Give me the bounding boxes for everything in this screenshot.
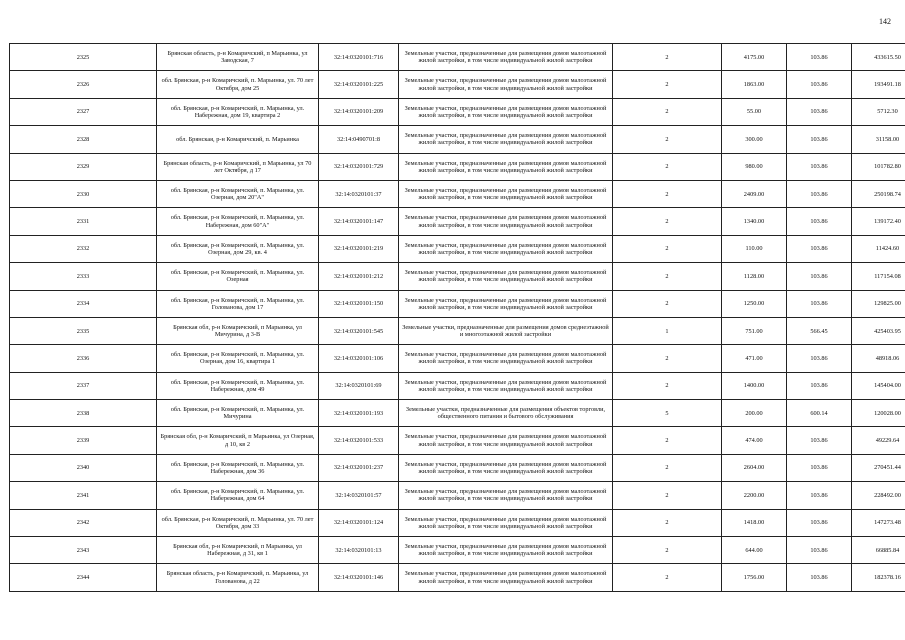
group-cell: 2 bbox=[613, 71, 722, 98]
area-cell: 980.00 bbox=[722, 153, 787, 180]
land-use-cell: Земельные участки, предназначенные для размещения домов малоэтажной жилой застройки, в том числе индивидуальной жилой застройки bbox=[399, 427, 613, 454]
address-cell: Брянская область, р-н Комаричский, п Марьинка, ул Заводская, 7 bbox=[157, 44, 319, 71]
group-cell: 2 bbox=[613, 153, 722, 180]
cadastral-number-cell: 32:14:0320101:146 bbox=[319, 564, 399, 591]
cadastral-value-cell: 228492.00 bbox=[852, 482, 905, 509]
area-cell: 1400.00 bbox=[722, 372, 787, 399]
group-cell: 5 bbox=[613, 400, 722, 427]
area-cell: 1128.00 bbox=[722, 263, 787, 290]
group-cell: 2 bbox=[613, 537, 722, 564]
group-cell: 2 bbox=[613, 126, 722, 153]
group-cell: 2 bbox=[613, 98, 722, 125]
area-cell: 200.00 bbox=[722, 400, 787, 427]
address-cell: Брянская область, р-н Комаричский, п Марьинка, ул 70 лет Октября, д 17 bbox=[157, 153, 319, 180]
cadastral-value-cell: 66885.84 bbox=[852, 537, 905, 564]
land-use-cell: Земельные участки, предназначенные для размещения домов малоэтажной жилой застройки, в том числе индивидуальной жилой застройки bbox=[399, 71, 613, 98]
address-cell: Брянская обл, р-н Комаричский, п Марьинка, ул Озерная, д 10, кв 2 bbox=[157, 427, 319, 454]
cadastral-number-cell: 32:14:0320101:716 bbox=[319, 44, 399, 71]
specific-value-cell: 103.86 bbox=[787, 345, 852, 372]
group-cell: 2 bbox=[613, 427, 722, 454]
row-number: 2337 bbox=[10, 372, 157, 399]
address-cell: обл. Брянская, р-н Комаричский, п. Марьинка, ул. Мичурина bbox=[157, 400, 319, 427]
cadastral-number-cell: 32:14:0320101:212 bbox=[319, 263, 399, 290]
land-use-cell: Земельные участки, предназначенные для размещения домов малоэтажной жилой застройки, в том числе индивидуальной жилой застройки bbox=[399, 454, 613, 481]
area-cell: 55.00 bbox=[722, 98, 787, 125]
cadastral-number-cell: 32:14:0320101:225 bbox=[319, 71, 399, 98]
address-cell: Брянская область, р-н Комаричский, п. Марьинка, ул Голованова, д 22 bbox=[157, 564, 319, 591]
cadastral-value-cell: 250198.74 bbox=[852, 180, 905, 207]
area-cell: 751.00 bbox=[722, 317, 787, 344]
area-cell: 2200.00 bbox=[722, 482, 787, 509]
row-number: 2342 bbox=[10, 509, 157, 536]
address-cell: обл. Брянская, р-н Комаричский, п. Марьинка, ул. Набережная, дом 36 bbox=[157, 454, 319, 481]
cadastral-value-cell: 270451.44 bbox=[852, 454, 905, 481]
row-number: 2335 bbox=[10, 317, 157, 344]
area-cell: 474.00 bbox=[722, 427, 787, 454]
row-number: 2331 bbox=[10, 208, 157, 235]
table-row bbox=[10, 180, 905, 207]
group-cell: 2 bbox=[613, 44, 722, 71]
table-row bbox=[10, 454, 905, 481]
area-cell: 1250.00 bbox=[722, 290, 787, 317]
specific-value-cell: 103.86 bbox=[787, 454, 852, 481]
area-cell: 1863.00 bbox=[722, 71, 787, 98]
area-cell: 300.00 bbox=[722, 126, 787, 153]
cadastral-number-cell: 32:14:0320101:106 bbox=[319, 345, 399, 372]
row-number: 2341 bbox=[10, 482, 157, 509]
row-number: 2343 bbox=[10, 537, 157, 564]
address-cell: обл. Брянская, р-н Комаричский, п. Марьинка, ул. Набережная, дом 49 bbox=[157, 372, 319, 399]
page-number: 142 bbox=[879, 17, 891, 26]
cadastral-number-cell: 32:14:0320101:193 bbox=[319, 400, 399, 427]
specific-value-cell: 103.86 bbox=[787, 537, 852, 564]
cadastral-number-cell: 32:14:0320101:237 bbox=[319, 454, 399, 481]
address-cell: обл. Брянская, р-н Комаричский, п. Марьинка, ул. Озерная, дом 29, кв. 4 bbox=[157, 235, 319, 262]
table-row bbox=[10, 317, 905, 344]
cadastral-number-cell: 32:14:0320101:729 bbox=[319, 153, 399, 180]
cadastral-value-cell: 117154.08 bbox=[852, 263, 905, 290]
specific-value-cell: 566.45 bbox=[787, 317, 852, 344]
row-number: 2339 bbox=[10, 427, 157, 454]
cadastral-number-cell: 32:14:0320101:219 bbox=[319, 235, 399, 262]
cadastral-value-cell: 49229.64 bbox=[852, 427, 905, 454]
area-cell: 471.00 bbox=[722, 345, 787, 372]
land-use-cell: Земельные участки, предназначенные для размещения домов малоэтажной жилой застройки, в том числе индивидуальной жилой застройки bbox=[399, 263, 613, 290]
group-cell: 2 bbox=[613, 454, 722, 481]
area-cell: 4175.00 bbox=[722, 44, 787, 71]
address-cell: обл. Брянская, р-н Комаричский, п. Марьинка, ул. Набережная, дом 19, квартира 2 bbox=[157, 98, 319, 125]
row-number: 2340 bbox=[10, 454, 157, 481]
group-cell: 2 bbox=[613, 482, 722, 509]
cadastral-value-cell: 48918.06 bbox=[852, 345, 905, 372]
cadastral-value-cell: 129825.00 bbox=[852, 290, 905, 317]
land-use-cell: Земельные участки, предназначенные для размещения домов малоэтажной жилой застройки, в том числе индивидуальной жилой застройки bbox=[399, 537, 613, 564]
table-row bbox=[10, 126, 905, 153]
address-cell: обл. Брянская, р-н Комаричский, п. Марьинка bbox=[157, 126, 319, 153]
row-number: 2332 bbox=[10, 235, 157, 262]
address-cell: обл. Брянская, р-н Комаричский, п. Марьинка, ул. Набережная, дом 64 bbox=[157, 482, 319, 509]
group-cell: 2 bbox=[613, 564, 722, 591]
table-row bbox=[10, 263, 905, 290]
land-use-cell: Земельные участки, предназначенные для размещения домов малоэтажной жилой застройки, в том числе индивидуальной жилой застройки bbox=[399, 126, 613, 153]
specific-value-cell: 103.86 bbox=[787, 263, 852, 290]
row-number: 2325 bbox=[10, 44, 157, 71]
table-row bbox=[10, 427, 905, 454]
cadastral-number-cell: 32:14:0490701:8 bbox=[319, 126, 399, 153]
cadastral-value-cell: 5712.30 bbox=[852, 98, 905, 125]
cadastral-number-cell: 32:14:0320101:209 bbox=[319, 98, 399, 125]
land-registry-table bbox=[9, 43, 905, 592]
area-cell: 644.00 bbox=[722, 537, 787, 564]
land-use-cell: Земельные участки, предназначенные для размещения домов малоэтажной жилой застройки, в том числе индивидуальной жилой застройки bbox=[399, 208, 613, 235]
specific-value-cell: 103.86 bbox=[787, 44, 852, 71]
address-cell: Брянская обл, р-н Комаричский, п Марьинка, ул Набережная, д 31, кв 1 bbox=[157, 537, 319, 564]
address-cell: обл. Брянская, р-н Комаричский, п. Марьинка, ул. Набережная, дом 60"А" bbox=[157, 208, 319, 235]
specific-value-cell: 103.86 bbox=[787, 235, 852, 262]
specific-value-cell: 103.86 bbox=[787, 71, 852, 98]
table-row bbox=[10, 564, 905, 591]
land-use-cell: Земельные участки, предназначенные для размещения домов малоэтажной жилой застройки, в том числе индивидуальной жилой застройки bbox=[399, 372, 613, 399]
group-cell: 2 bbox=[613, 180, 722, 207]
cadastral-value-cell: 11424.60 bbox=[852, 235, 905, 262]
land-use-cell: Земельные участки, предназначенные для размещения объектов торговли, общественного питания и бытового обслуживания bbox=[399, 400, 613, 427]
address-cell: обл. Брянская, р-н Комаричский, п. Марьинка, ул. Озерная, дом 16, квартира 1 bbox=[157, 345, 319, 372]
group-cell: 2 bbox=[613, 345, 722, 372]
specific-value-cell: 103.86 bbox=[787, 126, 852, 153]
land-use-cell: Земельные участки, предназначенные для размещения домов малоэтажной жилой застройки, в том числе индивидуальной жилой застройки bbox=[399, 235, 613, 262]
land-use-cell: Земельные участки, предназначенные для размещения домов малоэтажной жилой застройки, в том числе индивидуальной жилой застройки bbox=[399, 482, 613, 509]
cadastral-number-cell: 32:14:0320101:37 bbox=[319, 180, 399, 207]
address-cell: обл. Брянская, р-н Комаричский, п. Марьинка, ул. 70 лет Октября, дом 25 bbox=[157, 71, 319, 98]
specific-value-cell: 600.14 bbox=[787, 400, 852, 427]
table-row bbox=[10, 372, 905, 399]
group-cell: 2 bbox=[613, 290, 722, 317]
area-cell: 110.00 bbox=[722, 235, 787, 262]
specific-value-cell: 103.86 bbox=[787, 509, 852, 536]
cadastral-value-cell: 193491.18 bbox=[852, 71, 905, 98]
table-row bbox=[10, 290, 905, 317]
land-use-cell: Земельные участки, предназначенные для размещения домов малоэтажной жилой застройки, в том числе индивидуальной жилой застройки bbox=[399, 98, 613, 125]
table-row bbox=[10, 44, 905, 71]
cadastral-value-cell: 425403.95 bbox=[852, 317, 905, 344]
land-use-cell: Земельные участки, предназначенные для размещения домов малоэтажной жилой застройки, в том числе индивидуальной жилой застройки bbox=[399, 345, 613, 372]
table-row bbox=[10, 509, 905, 536]
group-cell: 2 bbox=[613, 372, 722, 399]
area-cell: 1340.00 bbox=[722, 208, 787, 235]
group-cell: 2 bbox=[613, 208, 722, 235]
cadastral-value-cell: 139172.40 bbox=[852, 208, 905, 235]
row-number: 2333 bbox=[10, 263, 157, 290]
row-number: 2330 bbox=[10, 180, 157, 207]
row-number: 2334 bbox=[10, 290, 157, 317]
table-row bbox=[10, 153, 905, 180]
table-row bbox=[10, 71, 905, 98]
area-cell: 2604.00 bbox=[722, 454, 787, 481]
row-number: 2326 bbox=[10, 71, 157, 98]
land-use-cell: Земельные участки, предназначенные для размещения домов малоэтажной жилой застройки, в том числе индивидуальной жилой застройки bbox=[399, 564, 613, 591]
row-number: 2344 bbox=[10, 564, 157, 591]
table-row bbox=[10, 537, 905, 564]
address-cell: обл. Брянская, р-н Комаричский, п. Марьинка, ул. 70 лет Октября, дом 33 bbox=[157, 509, 319, 536]
cadastral-number-cell: 32:14:0320101:69 bbox=[319, 372, 399, 399]
cadastral-number-cell: 32:14:0320101:147 bbox=[319, 208, 399, 235]
area-cell: 2409.00 bbox=[722, 180, 787, 207]
cadastral-value-cell: 101782.80 bbox=[852, 153, 905, 180]
specific-value-cell: 103.86 bbox=[787, 153, 852, 180]
cadastral-value-cell: 145404.00 bbox=[852, 372, 905, 399]
group-cell: 1 bbox=[613, 317, 722, 344]
cadastral-number-cell: 32:14:0320101:545 bbox=[319, 317, 399, 344]
address-cell: Брянская обл, р-н Комаричский, п Марьинка, ул Мичурина, д 3-В bbox=[157, 317, 319, 344]
address-cell: обл. Брянская, р-н Комаричский, п. Марьинка, ул. Озерная, дом 20"А" bbox=[157, 180, 319, 207]
cadastral-value-cell: 433615.50 bbox=[852, 44, 905, 71]
specific-value-cell: 103.86 bbox=[787, 180, 852, 207]
cadastral-number-cell: 32:14:0320101:13 bbox=[319, 537, 399, 564]
land-use-cell: Земельные участки, предназначенные для размещения домов малоэтажной жилой застройки, в том числе индивидуальной жилой застройки bbox=[399, 509, 613, 536]
row-number: 2327 bbox=[10, 98, 157, 125]
specific-value-cell: 103.86 bbox=[787, 208, 852, 235]
area-cell: 1756.00 bbox=[722, 564, 787, 591]
cadastral-number-cell: 32:14:0320101:57 bbox=[319, 482, 399, 509]
cadastral-value-cell: 31158.00 bbox=[852, 126, 905, 153]
table-row bbox=[10, 482, 905, 509]
cadastral-value-cell: 147273.48 bbox=[852, 509, 905, 536]
cadastral-number-cell: 32:14:0320101:124 bbox=[319, 509, 399, 536]
row-number: 2328 bbox=[10, 126, 157, 153]
specific-value-cell: 103.86 bbox=[787, 290, 852, 317]
specific-value-cell: 103.86 bbox=[787, 98, 852, 125]
table-row bbox=[10, 235, 905, 262]
specific-value-cell: 103.86 bbox=[787, 372, 852, 399]
cadastral-number-cell: 32:14:0320101:150 bbox=[319, 290, 399, 317]
table-row bbox=[10, 400, 905, 427]
table-row bbox=[10, 345, 905, 372]
specific-value-cell: 103.86 bbox=[787, 564, 852, 591]
table-row bbox=[10, 98, 905, 125]
area-cell: 1418.00 bbox=[722, 509, 787, 536]
specific-value-cell: 103.86 bbox=[787, 427, 852, 454]
land-use-cell: Земельные участки, предназначенные для размещения домов малоэтажной жилой застройки, в том числе индивидуальной жилой застройки bbox=[399, 153, 613, 180]
table-row bbox=[10, 208, 905, 235]
row-number: 2336 bbox=[10, 345, 157, 372]
cadastral-number-cell: 32:14:0320101:533 bbox=[319, 427, 399, 454]
address-cell: обл. Брянская, р-н Комаричский, п. Марьинка, ул. Голованова, дом 17 bbox=[157, 290, 319, 317]
cadastral-value-cell: 182378.16 bbox=[852, 564, 905, 591]
land-use-cell: Земельные участки, предназначенные для размещения домов малоэтажной жилой застройки, в том числе индивидуальной жилой застройки bbox=[399, 180, 613, 207]
cadastral-value-cell: 120028.00 bbox=[852, 400, 905, 427]
land-use-cell: Земельные участки, предназначенные для размещения домов малоэтажной жилой застройки, в том числе индивидуальной жилой застройки bbox=[399, 290, 613, 317]
address-cell: обл. Брянская, р-н Комаричский, п. Марьинка, ул. Озерная bbox=[157, 263, 319, 290]
group-cell: 2 bbox=[613, 235, 722, 262]
specific-value-cell: 103.86 bbox=[787, 482, 852, 509]
registry-table-body bbox=[10, 44, 905, 592]
group-cell: 2 bbox=[613, 263, 722, 290]
row-number: 2329 bbox=[10, 153, 157, 180]
land-use-cell: Земельные участки, предназначенные для размещения домов среднеэтажной и многоэтажной жилой застройки bbox=[399, 317, 613, 344]
row-number: 2338 bbox=[10, 400, 157, 427]
group-cell: 2 bbox=[613, 509, 722, 536]
land-use-cell: Земельные участки, предназначенные для размещения домов малоэтажной жилой застройки, в том числе индивидуальной жилой застройки bbox=[399, 44, 613, 71]
